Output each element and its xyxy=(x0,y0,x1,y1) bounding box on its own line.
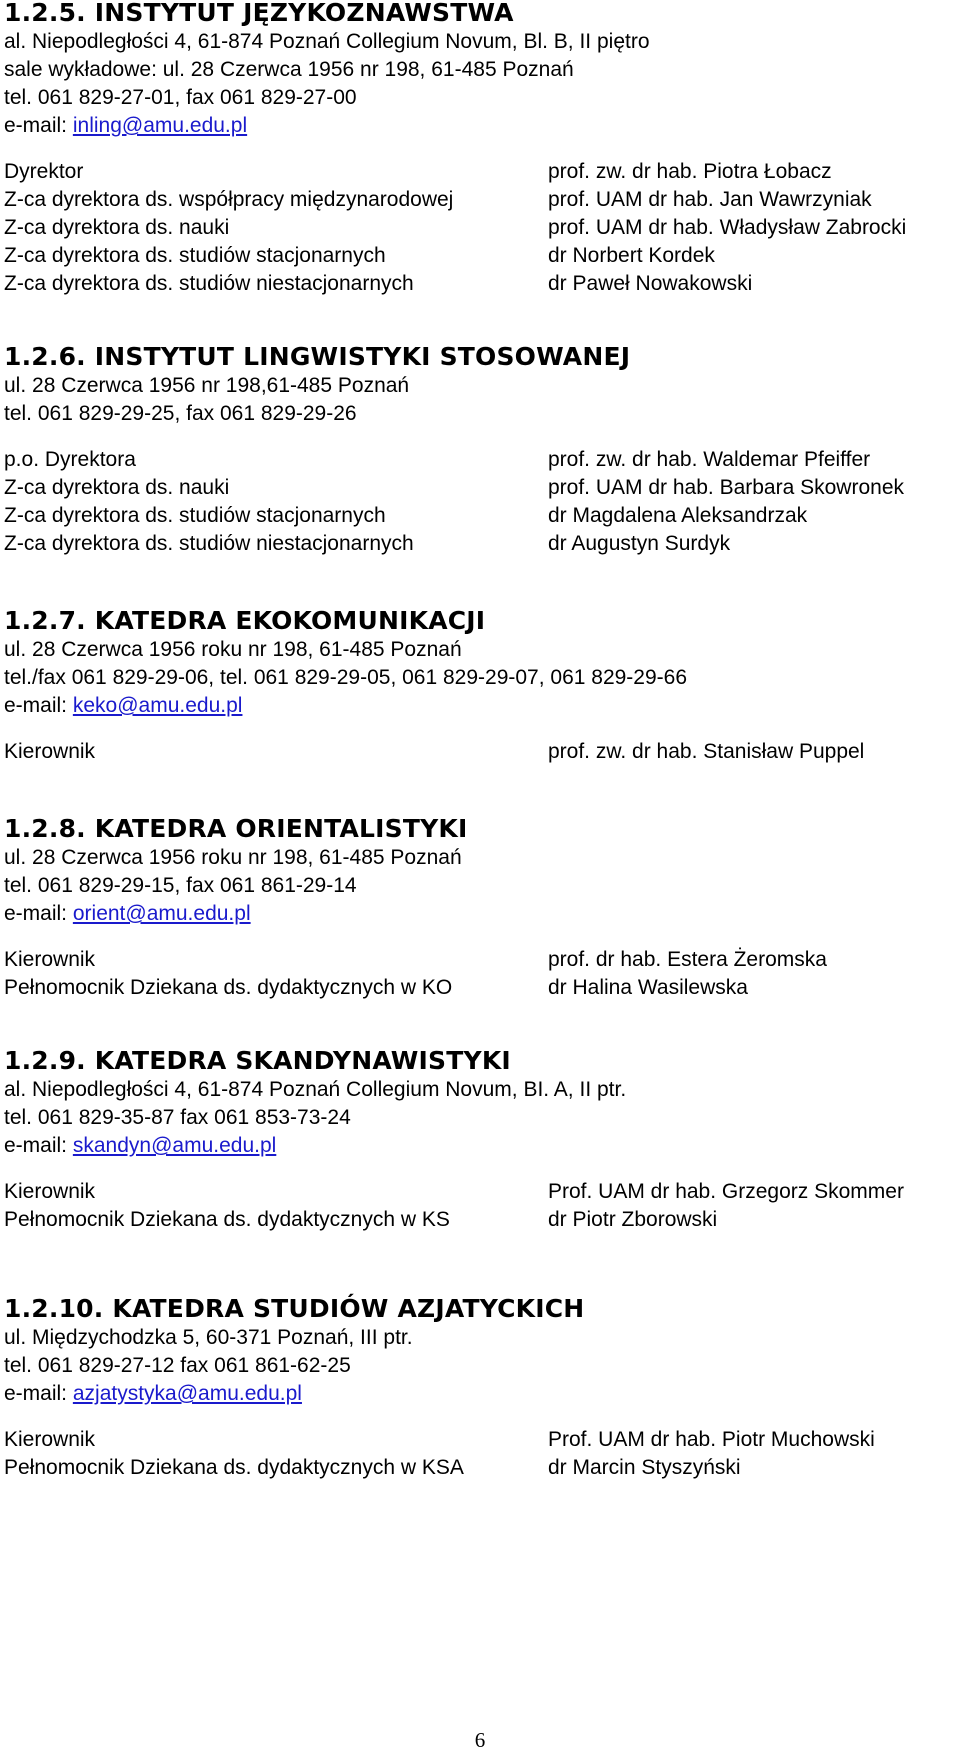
staff-person: prof. UAM dr hab. Jan Wawrzyniak xyxy=(548,188,872,211)
staff-person: dr Augustyn Surdyk xyxy=(548,532,731,555)
staff-row xyxy=(4,186,956,214)
email-label: e-mail: xyxy=(4,694,73,717)
section-instytut-jezykoznawstwa xyxy=(4,0,956,298)
staff-row xyxy=(4,242,956,270)
phone-line: tel. 061 829-29-15, fax 061 861-29-14 xyxy=(4,874,357,897)
section-title: 1.2.9. KATEDRA SKANDYNAWISTYKI xyxy=(4,1046,511,1075)
email-line xyxy=(4,900,956,928)
staff-person: Prof. UAM dr hab. Piotr Muchowski xyxy=(548,1428,875,1451)
staff-row xyxy=(4,530,956,558)
email-line xyxy=(4,692,956,720)
address-line: al. Niepodległości 4, 61-874 Poznań Collegium Novum, Bl. B, II piętro xyxy=(4,30,650,53)
spacer xyxy=(4,928,956,946)
staff-role: Z-ca dyrektora ds. studiów stacjonarnych xyxy=(4,504,386,527)
staff-row xyxy=(4,158,956,186)
staff-person: dr Piotr Zborowski xyxy=(548,1208,718,1231)
staff-row xyxy=(4,502,956,530)
spacer xyxy=(4,140,956,158)
section-title: 1.2.6. INSTYTUT LINGWISTYKI STOSOWANEJ xyxy=(4,342,631,371)
staff-role: Dyrektor xyxy=(4,160,84,183)
phone-line: tel. 061 829-27-01, fax 061 829-27-00 xyxy=(4,86,357,109)
section-katedra-studiow-azjatyckich xyxy=(4,1294,956,1482)
staff-role: Z-ca dyrektora ds. studiów stacjonarnych xyxy=(4,244,386,267)
staff-row xyxy=(4,1206,956,1234)
staff-person: dr Halina Wasilewska xyxy=(548,976,748,999)
section-title: 1.2.10. KATEDRA STUDIÓW AZJATYCKICH xyxy=(4,1294,585,1323)
staff-row xyxy=(4,474,956,502)
spacer xyxy=(4,1408,956,1426)
staff-row xyxy=(4,974,956,1002)
staff-row xyxy=(4,1454,956,1482)
staff-role: p.o. Dyrektora xyxy=(4,448,136,471)
staff-role: Pełnomocnik Dziekana ds. dydaktycznych w KSA xyxy=(4,1456,464,1479)
section-katedra-orientalistyki xyxy=(4,814,956,1002)
staff-role: Pełnomocnik Dziekana ds. dydaktycznych w KS xyxy=(4,1208,450,1231)
email-link[interactable]: keko@amu.edu.pl xyxy=(72,694,243,717)
email-line xyxy=(4,112,956,140)
email-link[interactable]: skandyn@amu.edu.pl xyxy=(72,1134,277,1157)
email-label: e-mail: xyxy=(4,1382,73,1405)
phone-line: tel. 061 829-27-12 fax 061 861-62-25 xyxy=(4,1354,351,1377)
phone-line: tel./fax 061 829-29-06, tel. 061 829-29-05, 061 829-29-07, 061 829-29-66 xyxy=(4,666,688,689)
staff-person: prof. zw. dr hab. Waldemar Pfeiffer xyxy=(548,448,871,471)
email-label: e-mail: xyxy=(4,902,73,925)
staff-person: prof. zw. dr hab. Stanisław Puppel xyxy=(548,740,865,763)
email-line xyxy=(4,1132,956,1160)
page-number: 6 xyxy=(474,1728,486,1752)
address-line: ul. 28 Czerwca 1956 roku nr 198, 61-485 Poznań xyxy=(4,638,462,661)
email-label: e-mail: xyxy=(4,1134,73,1157)
staff-person: dr Norbert Kordek xyxy=(548,244,715,267)
address-line: ul. 28 Czerwca 1956 nr 198,61-485 Poznań xyxy=(4,374,410,397)
email-link[interactable]: orient@amu.edu.pl xyxy=(72,902,251,925)
staff-row xyxy=(4,946,956,974)
staff-row xyxy=(4,214,956,242)
address-line: ul. 28 Czerwca 1956 roku nr 198, 61-485 Poznań xyxy=(4,846,462,869)
staff-role: Z-ca dyrektora ds. współpracy międzynarodowej xyxy=(4,188,454,211)
staff-row xyxy=(4,270,956,298)
lecture-rooms-line: sale wykładowe: ul. 28 Czerwca 1956 nr 198, 61-485 Poznań xyxy=(4,58,574,81)
address-line: al. Niepodległości 4, 61-874 Poznań Collegium Novum, BI. A, II ptr. xyxy=(4,1078,627,1101)
staff-person: Prof. UAM dr hab. Grzegorz Skommer xyxy=(548,1180,904,1203)
staff-person: prof. zw. dr hab. Piotra Łobacz xyxy=(548,160,832,183)
address-line: ul. Międzychodzka 5, 60-371 Poznań, III ptr. xyxy=(4,1326,413,1349)
email-link[interactable]: inling@amu.edu.pl xyxy=(72,114,248,137)
staff-row xyxy=(4,1426,956,1454)
phone-line: tel. 061 829-35-87 fax 061 853-73-24 xyxy=(4,1106,351,1129)
section-title: 1.2.7. KATEDRA EKOKOMUNIKACJI xyxy=(4,606,486,635)
section-title: 1.2.8. KATEDRA ORIENTALISTYKI xyxy=(4,814,468,843)
staff-row xyxy=(4,446,956,474)
staff-role: Z-ca dyrektora ds. nauki xyxy=(4,216,230,239)
staff-role: Z-ca dyrektora ds. nauki xyxy=(4,476,230,499)
staff-person: dr Magdalena Aleksandrzak xyxy=(548,504,808,527)
spacer xyxy=(4,1160,956,1178)
staff-role: Kierownik xyxy=(4,740,96,763)
staff-row xyxy=(4,738,956,766)
staff-role: Kierownik xyxy=(4,1180,96,1203)
staff-role: Kierownik xyxy=(4,948,96,971)
section-katedra-skandynawistyki xyxy=(4,1046,956,1234)
staff-person: prof. UAM dr hab. Władysław Zabrocki xyxy=(548,216,907,239)
staff-person: dr Marcin Styszyński xyxy=(548,1456,741,1479)
staff-person: dr Paweł Nowakowski xyxy=(548,272,753,295)
phone-line: tel. 061 829-29-25, fax 061 829-29-26 xyxy=(4,402,357,425)
staff-role: Kierownik xyxy=(4,1428,96,1451)
email-link[interactable]: azjatystyka@amu.edu.pl xyxy=(72,1382,302,1405)
spacer xyxy=(4,720,956,738)
staff-role: Z-ca dyrektora ds. studiów niestacjonarnych xyxy=(4,532,414,555)
spacer xyxy=(4,428,956,446)
email-label: e-mail: xyxy=(4,114,73,137)
staff-person: prof. UAM dr hab. Barbara Skowronek xyxy=(548,476,904,499)
staff-role: Pełnomocnik Dziekana ds. dydaktycznych w KO xyxy=(4,976,453,999)
staff-person: prof. dr hab. Estera Żeromska xyxy=(548,948,827,971)
section-title: 1.2.5. INSTYTUT JĘZYKOZNAWSTWA xyxy=(4,0,514,27)
staff-role: Z-ca dyrektora ds. studiów niestacjonarnych xyxy=(4,272,414,295)
email-line xyxy=(4,1380,956,1408)
section-katedra-ekokomunikacji xyxy=(4,606,956,766)
staff-row xyxy=(4,1178,956,1206)
section-instytut-lingwistyki-stosowanej xyxy=(4,342,956,558)
